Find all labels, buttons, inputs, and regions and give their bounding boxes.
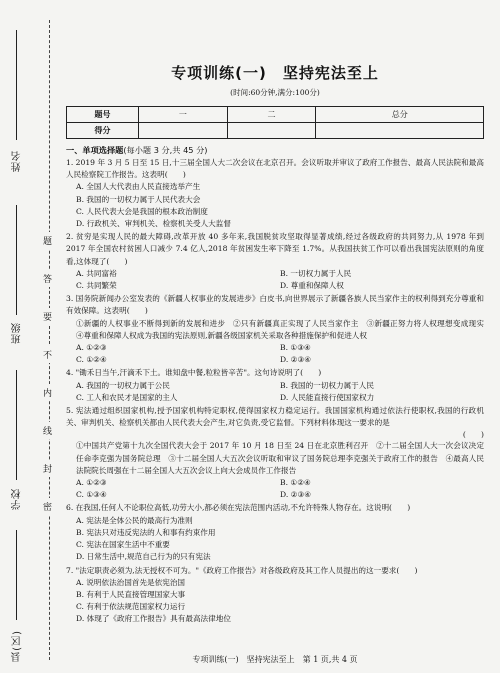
question-5 [66,405,484,501]
score-table-row [67,123,484,139]
score-header-cell: 题号 [67,107,139,123]
question-stem: 6. 在我国,任何人不论职位高低,功劳大小,都必须在宪法范围内活动,不允许特殊人物存在。这说明( ) [66,503,411,513]
margin-word: 封 [43,460,52,477]
margin-word: 要 [43,308,52,325]
option-b[interactable]: B. 宪法只对违反宪法的人和事有约束作用 [76,527,216,537]
option-d[interactable]: D. ②③④ [280,355,312,365]
option-c[interactable]: C. 人民代表大会是我国的根本政治制度 [76,206,208,216]
margin-word: 线 [43,422,52,439]
option-c[interactable]: C. ①②④ [76,355,107,365]
option-row [66,280,484,292]
exam-page [66,0,492,626]
option-b[interactable]: B. 我国的一切权力属于人民代表大会 [76,194,201,204]
option-c[interactable]: C. 工人和农民才是国家的主人 [76,392,178,402]
option-b[interactable]: B. ①③④ [280,343,311,353]
question-1 [66,157,484,230]
question-stem: 2. 贫穷是实现人民的最大障碍,改革开放 40 多年来,我国脱贫攻坚取得显著成绩,经过各级政府的共同努力,从 1978 年到 2017 年全国农村贫困人口减少 7.4 亿人,2018 年贫困发生率下降至 1.7%。从我国扶贫工作可以看出我国宪法原则的角度看,这体现了( ) [66,232,484,266]
option-d[interactable]: D. ②③④ [280,490,312,500]
page-footer: 专项训练(一) 坚持宪法至上 第 1 页,共 4 页 [192,655,358,664]
option-row [66,268,484,280]
option-row [66,489,484,501]
option-c[interactable]: C. 宪法在国家生活中不重要 [76,540,170,550]
answer-paren[interactable]: ( ) [462,430,484,440]
margin-word: 题 [43,232,52,249]
school-label: 学校 [12,488,23,510]
option-row [66,392,484,404]
option-a[interactable]: A. ①②③ [76,343,107,353]
page-title: 专项训练(一) 坚持宪法至上 [171,64,379,82]
option-c[interactable]: C. ①③④ [76,490,107,500]
score-header-cell: 一 [139,107,228,123]
margin-word: 不 [43,346,52,363]
score-input-cell[interactable] [316,123,484,139]
class-label: 班级 [12,322,23,344]
margin-word: 答 [43,270,52,287]
seal-dash-line [49,20,50,660]
page-subtitle: (时间:60分钟,满分:100分) [230,88,320,97]
option-d[interactable]: D. 行政机关、审判机关、检察机关受人大监督 [76,219,231,229]
option-d[interactable]: D. 尊重和保障人权 [280,281,344,291]
question-stem: 4. "锄禾日当午,汗滴禾下土。谁知盘中餐,粒粒皆辛苦"。这句诗说明了( ) [66,368,322,378]
question-stem: 5. 宪法通过组织国家机构,授予国家机构特定职权,使得国家权力稳定运行。我国国家机构通过依法行使职权,我国的行政机关、审判机关、检察机关都由人民代表大会产生,对它负责,受它监督。下列材料体现这一要求的是 [66,406,484,428]
option-a[interactable]: A. 共同富裕 [76,268,117,278]
option-a[interactable]: A. 宪法是全体公民的最高行为准则 [76,515,193,525]
section-heading [66,145,484,156]
score-table-row [67,107,484,123]
school-write-line[interactable] [16,370,17,480]
option-b[interactable]: B. ①②④ [280,478,311,488]
option-row [66,477,484,489]
binding-strip [0,0,58,673]
question-stem: 3. 国务院新闻办公室发表的《新疆人权事业的发展进步》白皮书,向世界展示了新疆各族人民当家作主的权利得到充分尊重和有效保障。这表明( ) [66,294,484,316]
question-stem: 1. 2019 年 3 月 5 日至 15 日,十三届全国人大二次会议在北京召开。会议听取并审议了政府工作报告、最高人民法院和最高人民检察院工作报告。这表明( ) [66,158,484,180]
option-a[interactable]: A. ①②③ [76,478,107,488]
option-row [66,380,484,392]
score-header-cell: 总分 [316,107,484,123]
question-4 [66,367,484,404]
question-statements: ①新疆的人权事业不断得到新的发展和进步 ②只有新疆真正实现了人民当家作主 ③新疆正努力将人权理想变成现实 ④尊重和保障人权成为我国的宪法原则,新疆各级国家机关采取各种措施保护和促进人权 [76,318,492,340]
question-6 [66,502,484,563]
option-a[interactable]: A. 全国人大代表由人民直接选举产生 [76,182,201,192]
option-d[interactable]: D. 日常生活中,规范自己行为的只有宪法 [76,552,211,562]
option-row [66,342,484,354]
section-title: 一、单项选择题 [66,145,124,155]
option-a[interactable]: A. 说明依法治国首先是依宪治国 [76,577,186,587]
class-write-line[interactable] [16,205,17,315]
option-d[interactable]: D. 体现了《政府工作报告》具有最高法律地位 [76,614,231,624]
name-label: 姓名 [12,150,23,172]
margin-word: 内 [43,384,52,401]
county-write-line[interactable] [16,530,17,620]
option-c[interactable]: C. 共同繁荣 [76,281,117,291]
margin-word: 密 [43,498,52,515]
question-3 [66,293,492,366]
county-label: 县(区) [12,630,23,662]
section-note: (每小题 3 分,共 45 分) [123,145,208,155]
option-row [66,354,484,366]
question-7 [66,565,484,626]
option-b[interactable]: B. 我国的一切权力属于人民 [280,380,374,390]
option-c[interactable]: C. 有利于依法规范国家权力运行 [76,602,186,612]
question-statements: ①中国共产党第十九次全国代表大会于 2017 年 10 月 18 日至 24 日在北京胜利召开 ②十二届全国人大一次会议决定任命李克强为国务院总理 ③十二届全国人大五次会议听取和审议了国务院总理李克强关于政府工作的报告 ④最高人民法院院长周强在十二届全国人大五次会议上向大会成员作工作报告 [76,441,484,475]
question-2 [66,231,484,292]
score-input-cell[interactable] [227,123,316,139]
option-b[interactable]: B. 一切权力属于人民 [280,268,352,278]
option-a[interactable]: A. 我国的一切权力属于公民 [76,380,170,390]
score-label-cell: 得分 [67,123,139,139]
score-input-cell[interactable] [139,123,228,139]
option-d[interactable]: D. 人民能直接行使国家权力 [280,392,375,402]
question-stem: 7. "法定职责必须为,法无授权不可为。"《政府工作报告》对各级政府及其工作人员提出的这一要求( ) [66,565,418,575]
option-b[interactable]: B. 有利于人民直接管理国家大事 [76,589,186,599]
score-table [66,106,484,139]
score-header-cell: 二 [227,107,316,123]
name-write-line[interactable] [16,30,17,140]
